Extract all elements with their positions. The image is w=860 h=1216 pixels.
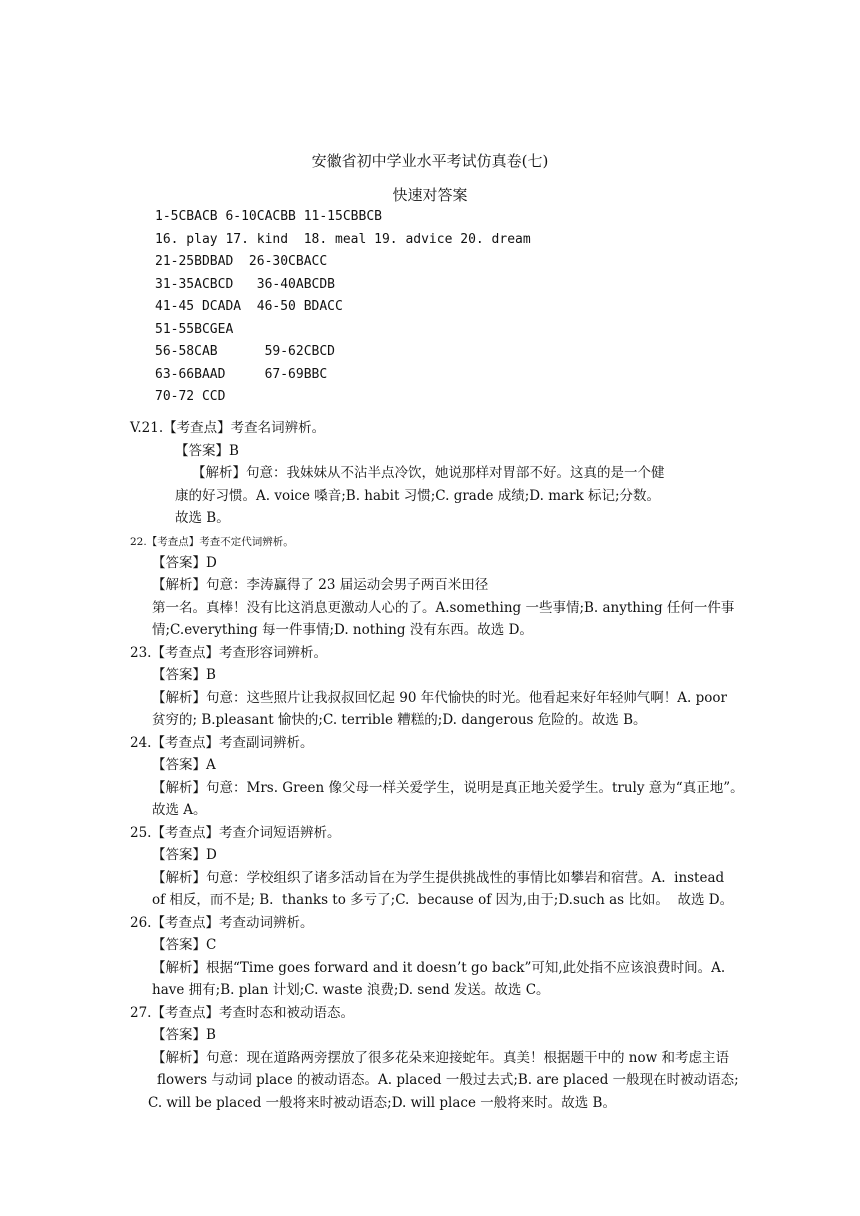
q26-answer: 【答案】C <box>152 937 217 953</box>
q21-analysis: 康的好习惯。A. voice 嗓音;B. habit 习惯;C. grade 成绩;D. mark 标记;分数。 <box>175 488 661 504</box>
quick-answer-line: 56-58CAB 59-62CBCD <box>155 344 336 359</box>
quick-answer-line: 16. play 17. kind 18. meal 19. advice 20. dream <box>155 232 531 247</box>
q25-analysis: 【解析】句意：学校组织了诸多活动旨在为学生提供挑战性的事情比如攀岩和宿营。A. instead <box>152 870 725 886</box>
quick-answer-line: 70-72 CCD <box>155 389 226 404</box>
q21-analysis: 【解析】句意：我妹妹从不沾半点冷饮，她说那样对胃部不好。这真的是一个健 <box>192 465 665 481</box>
q26-analysis: have 拥有;B. plan 计划;C. waste 浪费;D. send 发送。故选 C。 <box>152 982 550 998</box>
q22-answer: 【答案】D <box>152 555 217 571</box>
q26-analysis: 【解析】根据“Time goes forward and it doesn’t go back”可知,此处指不应该浪费时间。A. <box>152 960 726 976</box>
q27-analysis: 【解析】句意：现在道路两旁摆放了很多花朵来迎接蛇年。真美！根据题干中的 now 和考虑主语 <box>152 1050 729 1066</box>
quick-answer-line: 63-66BAAD 67-69BBC <box>155 367 328 382</box>
q22-point: 22.【考查点】考查不定代词辨析。 <box>130 536 294 548</box>
q24-analysis: 故选 A。 <box>152 802 207 818</box>
quick-answer-line: 21-25BDBAD 26-30CBACC <box>155 254 328 269</box>
q23-analysis: 贫穷的; B.pleasant 愉快的;C. terrible 糟糕的;D. dangerous 危险的。故选 B。 <box>152 712 647 728</box>
quick-answer-line: 41-45 DCADA 46-50 BDACC <box>155 299 343 314</box>
q27-point: 27.【考查点】考查时态和被动语态。 <box>130 1005 354 1021</box>
q24-answer: 【答案】A <box>152 757 216 773</box>
q23-point: 23.【考查点】考查形容词辨析。 <box>130 645 327 661</box>
q22-analysis: 【解析】句意：李涛赢得了 23 届运动会男子两百米田径 <box>152 577 489 593</box>
q25-analysis: of 相反，而不是; B. thanks to 多亏了;C. because of 因为,由于;D.such as 比如。 故选 D。 <box>152 892 734 908</box>
document-title: 安徽省初中学业水平考试仿真卷(七) <box>311 152 549 170</box>
q21-point: V.21.【考查点】考查名词辨析。 <box>130 420 326 436</box>
q22-analysis: 情;C.everything 每一件事情;D. nothing 没有东西。故选 D。 <box>152 622 533 638</box>
q27-analysis: flowers 与动词 place 的被动语态。A. placed 一般过去式;B. are placed 一般现在时被动语态; <box>157 1072 739 1088</box>
q26-point: 26.【考查点】考查动词辨析。 <box>130 915 314 931</box>
q24-analysis: 【解析】句意：Mrs. Green 像父母一样关爱学生，说明是真正地关爱学生。truly 意为“真正地”。 <box>152 780 744 796</box>
q23-answer: 【答案】B <box>152 667 216 683</box>
q25-answer: 【答案】D <box>152 847 217 863</box>
q25-point: 25.【考查点】考查介词短语辨析。 <box>130 825 341 841</box>
q21-answer: 【答案】B <box>175 443 239 459</box>
quick-answer-line: 31-35ACBCD 36-40ABCDB <box>155 277 336 292</box>
q27-answer: 【答案】B <box>152 1027 216 1043</box>
quick-answer-line: 51-55BCGEA <box>155 322 234 337</box>
document-subtitle: 快速对答案 <box>392 186 468 204</box>
q22-analysis: 第一名。真棒！没有比这消息更激动人心的了。A.something 一些事情;B. anything 任何一件事 <box>152 600 735 616</box>
q27-analysis: C. will be placed 一般将来时被动语态;D. will place 一般将来时。故选 B。 <box>148 1095 616 1111</box>
q24-point: 24.【考查点】考查副词辨析。 <box>130 735 314 751</box>
quick-answer-line: 1-5CBACB 6-10CACBB 11-15CBBCB <box>155 209 382 224</box>
q21-analysis: 故选 B。 <box>175 510 230 526</box>
q23-analysis: 【解析】句意：这些照片让我叔叔回忆起 90 年代愉快的时光。他看起来好年轻帅气啊！A. poor <box>152 690 727 706</box>
